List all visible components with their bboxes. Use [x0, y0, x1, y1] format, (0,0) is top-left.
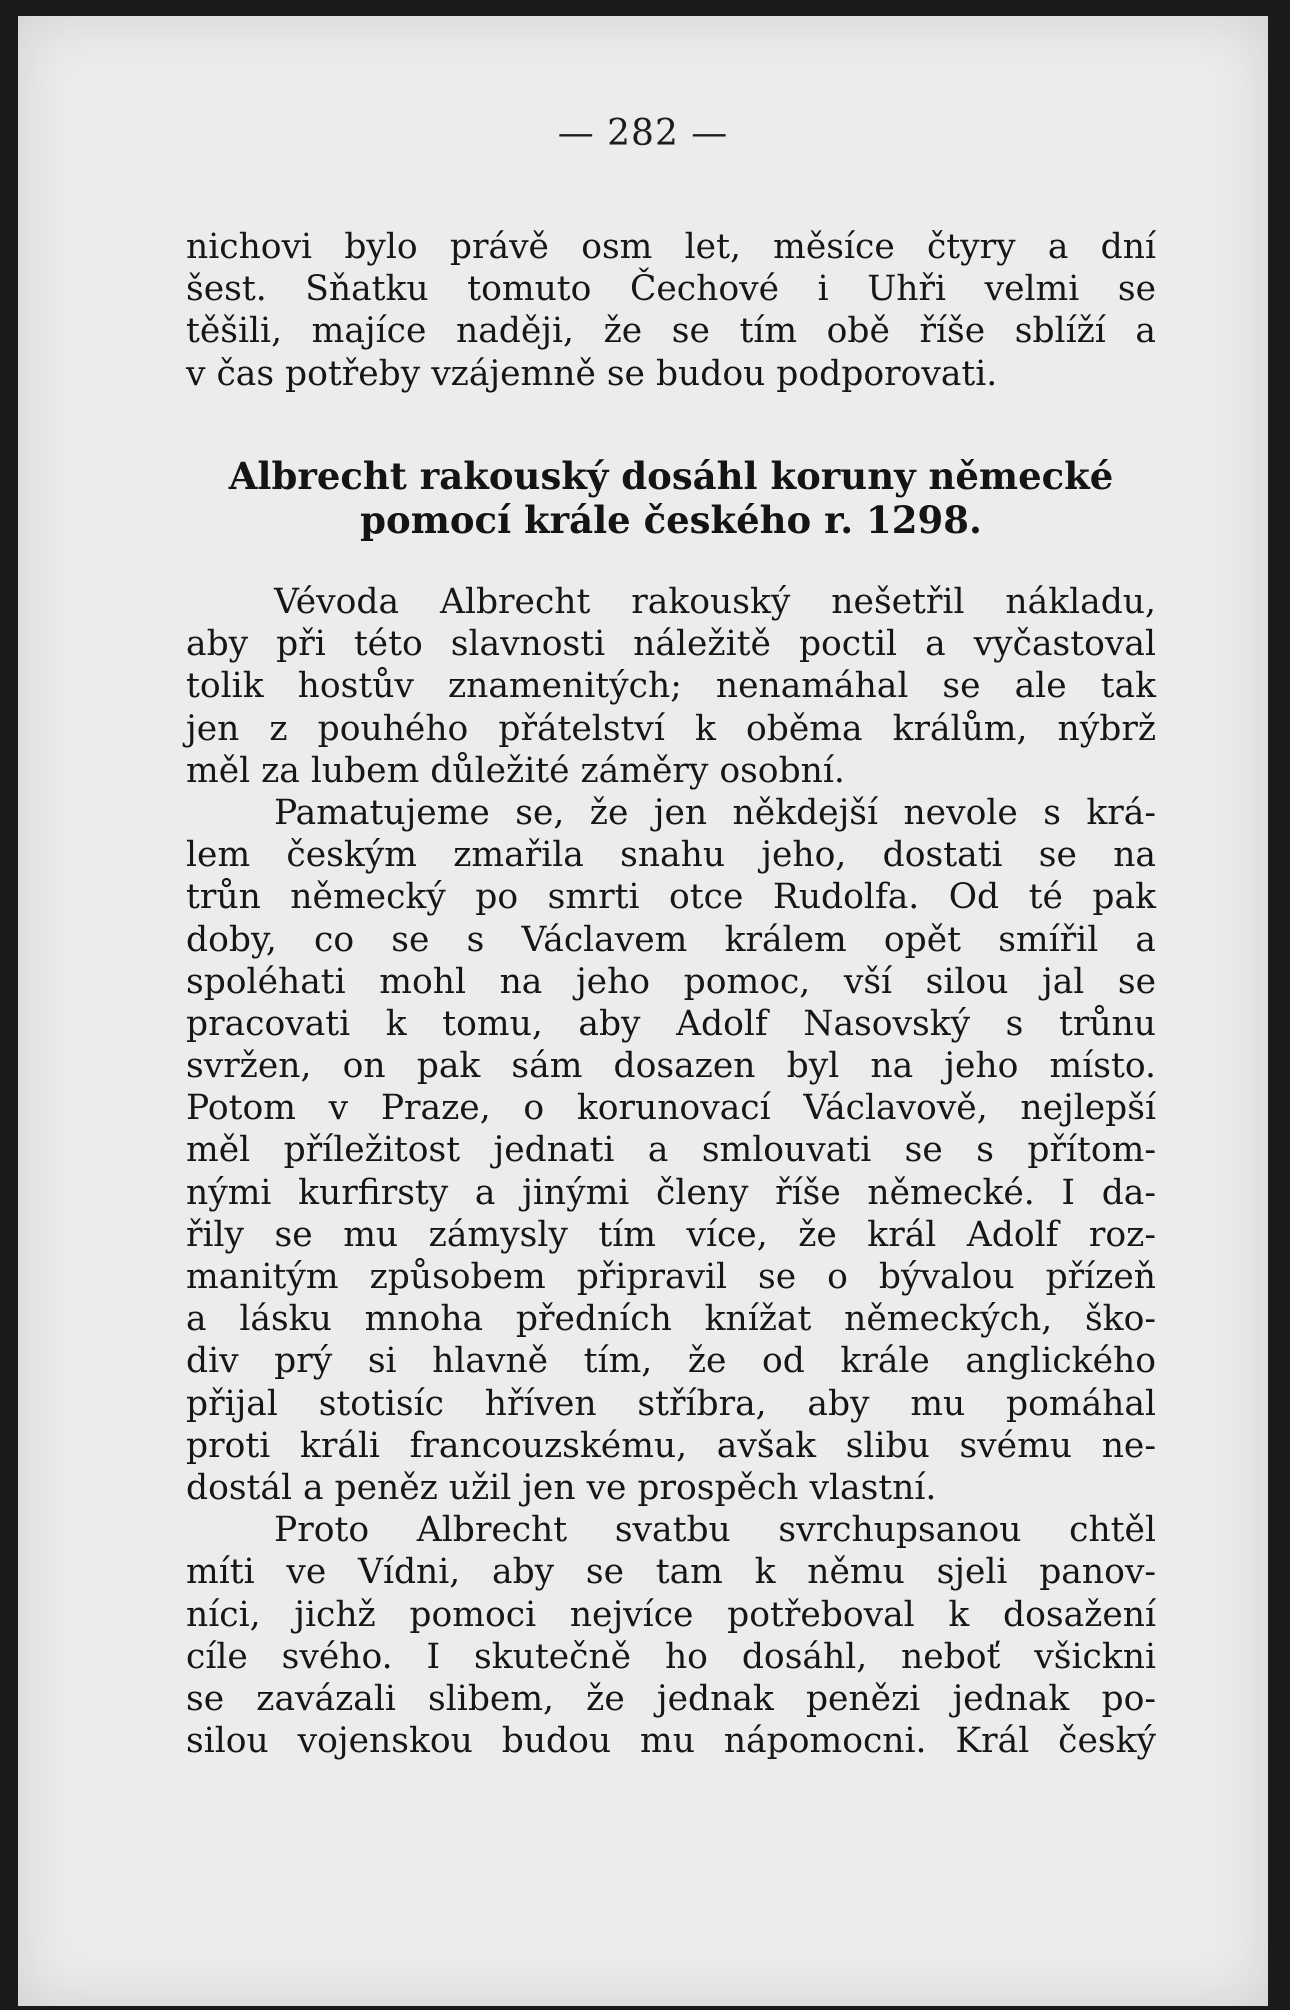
book-page [18, 16, 1268, 2006]
section-title-line: Albrecht rakouský dosáhl koruny německé [228, 454, 1114, 498]
text-line: jen z pouhého přátelství k oběma králům, nýbrž [186, 708, 1156, 749]
text-line: spoléhati mohl na jeho pomoc, vší silou jal se [186, 961, 1156, 1002]
text-line: tolik hostův znamenitých; nenamáhal se ale tak [186, 666, 1156, 707]
text-line: řily se mu zámysly tím více, že král Adolf roz- [186, 1214, 1156, 1255]
text-line: dostál a peněz užil jen ve prospěch vlastní. [186, 1467, 937, 1508]
text-line: těšili, majíce naději, že se tím obě říše sblíží a [186, 311, 1156, 352]
text-line: přijal stotisíc hříven stříbra, aby mu pomáhal [186, 1383, 1156, 1424]
text-line: manitým způsobem připravil se o bývalou přízeň [186, 1257, 1156, 1297]
text-line: svržen, on pak sám dosazen byl na jeho místo. [186, 1046, 1156, 1087]
text-line: trůn německý po smrti otce Rudolfa. Od té pak [186, 877, 1156, 918]
text-line: se zavázali slibem, že jednak penězi jednak po- [186, 1678, 1156, 1719]
text-line: pracovati k tomu, aby Adolf Nasovský s trůnu [186, 1003, 1156, 1044]
text-line: aby při této slavnosti náležitě poctil a vyčastoval [186, 624, 1156, 665]
text-line: Vévoda Albrecht rakouský nešetřil nákladu, [274, 582, 1156, 622]
text-line: nichovi bylo právě osm let, měsíce čtyry a dní [186, 227, 1156, 267]
text-line: cíle svého. I skutečně ho dosáhl, neboť všickni [186, 1636, 1156, 1677]
text-line: proti králi francouzskému, avšak slibu svému ne- [186, 1425, 1156, 1466]
section-title-line: pomocí krále českého r. 1298. [360, 498, 982, 542]
text-line: míti ve Vídni, aby se tam k němu sjeli panov- [186, 1552, 1156, 1593]
section-title [186, 454, 1156, 542]
text-line: lem českým zmařila snahu jeho, dostati se na [186, 835, 1156, 876]
text-line: Proto Albrecht svatbu svrchupsanou chtěl [274, 1510, 1156, 1551]
text-line: Pamatujeme se, že jen někdejší nevole s krá- [274, 792, 1156, 833]
text-line: níci, jichž pomoci nejvíce potřeboval k dosažení [186, 1594, 1156, 1635]
text-line: šest. Sňatku tomuto Čechové i Uhři velmi se [186, 269, 1156, 310]
text-line: a lásku mnoha předních knížat německých, ško- [186, 1299, 1156, 1340]
text-line: nými kurfirsty a jinými členy říše německé. I da- [186, 1172, 1156, 1213]
text-line: v čas potřeby vzájemně se budou podporovati. [186, 353, 998, 394]
text-line: Potom v Praze, o korunovací Václavově, nejlepší [186, 1088, 1156, 1129]
text-line: měl příležitost jednati a smlouvati se s přítom- [186, 1130, 1156, 1171]
body-text [186, 581, 1156, 1762]
intro-paragraph [186, 226, 1156, 395]
text-line: doby, co se s Václavem králem opět smířil a [186, 919, 1156, 960]
text-line: div prý si hlavně tím, že od krále anglického [186, 1341, 1156, 1382]
text-line: měl za lubem důležité záměry osobní. [186, 750, 845, 791]
text-line: silou vojenskou budou mu nápomocni. Král český [186, 1721, 1156, 1762]
page-number: — 282 — [557, 113, 729, 154]
